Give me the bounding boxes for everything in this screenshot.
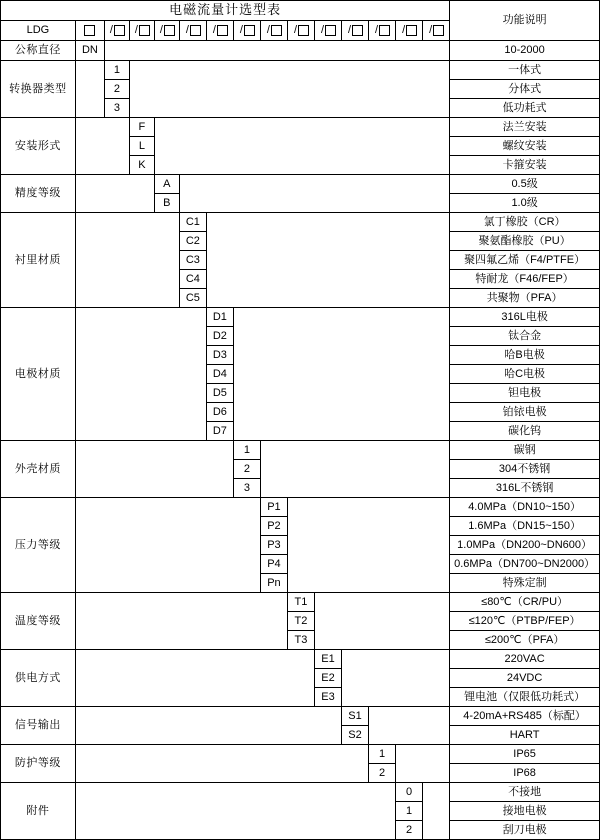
desc-electrode-4: 哈C电极 [450,365,600,384]
desc-protection-1: IP65 [450,745,600,764]
model-seg-9: / [314,21,341,41]
model-label: LDG [1,21,76,41]
spacer-cell [75,745,368,783]
model-seg-3: / [154,21,179,41]
row-temperature-1 [1,593,600,612]
spacer-cell [75,593,287,650]
model-seg-8: / [287,21,314,41]
row-power-1 [1,650,600,669]
desc-pressure-4: 0.6MPa（DN700~DN2000） [450,555,600,574]
code-converter-3: 3 [104,99,129,118]
code-converter-2: 2 [104,80,129,99]
checkbox-icon [325,25,336,36]
row-accessory-1 [1,783,600,802]
model-seg-5: / [206,21,233,41]
desc-power-1: 220VAC [450,650,600,669]
row-install-type-1 [1,118,600,137]
spacer-cell [75,213,179,308]
checkbox-icon [139,25,150,36]
desc-pressure-3: 1.0MPa（DN200~DN600） [450,536,600,555]
checkbox-icon [379,25,390,36]
row-label-pressure: 压力等级 [1,498,76,593]
spacer-cell [75,118,129,175]
desc-electrode-6: 铂铱电极 [450,403,600,422]
model-seg-11: / [369,21,396,41]
spacer-cell [75,498,260,593]
code-temperature-2: T2 [287,612,314,631]
code-liner-2: C2 [179,232,206,251]
desc-shell-2: 304不锈钢 [450,460,600,479]
model-seg-4: / [179,21,206,41]
spacer-cell [75,707,341,745]
spacer-cell [75,175,154,213]
code-temperature-1: T1 [287,593,314,612]
spacer-cell [423,783,450,840]
spacer-cell [260,441,449,498]
row-label-accessory: 附件 [1,783,76,840]
desc-signal-1: 4-20mA+RS485（标配） [450,707,600,726]
desc-install-1: 法兰安装 [450,118,600,137]
spacer-cell [75,308,206,441]
model-seg-1: / [104,21,129,41]
row-accuracy-1 [1,175,600,194]
row-protection-1 [1,745,600,764]
spacer-cell [287,498,449,593]
desc-liner-1: 氯丁橡胶（CR） [450,213,600,232]
row-label-protection: 防护等级 [1,745,76,783]
desc-electrode-2: 钛合金 [450,327,600,346]
code-liner-5: C5 [179,289,206,308]
spacer-cell [369,707,450,745]
function-description-header: 功能说明 [450,1,600,41]
code-electrode-1: D1 [206,308,233,327]
code-electrode-2: D2 [206,327,233,346]
code-accessory-2: 1 [396,802,423,821]
spacer-cell [75,61,104,118]
code-pressure-3: P3 [260,536,287,555]
row-converter-type-1 [1,61,600,80]
desc-accessory-2: 接地电极 [450,802,600,821]
desc-accessory-3: 刮刀电极 [450,821,600,840]
spacer-cell [104,41,449,61]
code-shell-3: 3 [233,479,260,498]
desc-accessory-1: 不接地 [450,783,600,802]
row-label-liner: 衬里材质 [1,213,76,308]
checkbox-icon [271,25,282,36]
model-seg-2: / [129,21,154,41]
code-electrode-6: D6 [206,403,233,422]
desc-electrode-7: 碳化钨 [450,422,600,441]
checkbox-icon [114,25,125,36]
code-electrode-7: D7 [206,422,233,441]
model-seg-12: / [396,21,423,41]
desc-pressure-5: 特殊定制 [450,574,600,593]
model-seg-13: / [423,21,450,41]
spacer-cell [314,593,449,650]
code-converter-1: 1 [104,61,129,80]
checkbox-icon [406,25,417,36]
code-power-1: E1 [314,650,341,669]
desc-liner-4: 特耐龙（F46/FEP） [450,270,600,289]
spacer-cell [396,745,450,783]
spacer-cell [129,61,449,118]
desc-converter-1: 一体式 [450,61,600,80]
model-seg-7: / [260,21,287,41]
desc-shell-1: 碳钢 [450,441,600,460]
desc-signal-2: HART [450,726,600,745]
spacer-cell [342,650,450,707]
desc-temperature-2: ≤120℃（PTBP/FEP） [450,612,600,631]
code-temperature-3: T3 [287,631,314,650]
code-signal-1: S1 [342,707,369,726]
desc-converter-3: 低功耗式 [450,99,600,118]
code-liner-1: C1 [179,213,206,232]
code-pressure-4: P4 [260,555,287,574]
model-first-box [75,21,104,41]
spacer-cell [75,650,314,707]
desc-pressure-2: 1.6MPa（DN15~150） [450,517,600,536]
row-liner-1 [1,213,600,232]
desc-electrode-1: 316L电极 [450,308,600,327]
checkbox-icon [217,25,228,36]
row-electrode-1 [1,308,600,327]
title-row [1,1,600,21]
desc-converter-2: 分体式 [450,80,600,99]
code-dn: DN [75,41,104,61]
checkbox-icon [164,25,175,36]
code-shell-2: 2 [233,460,260,479]
desc-protection-2: IP68 [450,764,600,783]
checkbox-icon [298,25,309,36]
code-pressure-5: Pn [260,574,287,593]
row-label-electrode: 电极材质 [1,308,76,441]
desc-shell-3: 316L不锈钢 [450,479,600,498]
desc-electrode-3: 哈B电极 [450,346,600,365]
row-pressure-1 [1,498,600,517]
desc-accuracy-2: 1.0级 [450,194,600,213]
desc-temperature-1: ≤80℃（CR/PU） [450,593,600,612]
row-label-converter-type: 转换器类型 [1,61,76,118]
desc-liner-3: 聚四氟乙烯（F4/PTFE） [450,251,600,270]
spacer-cell [154,118,449,175]
row-label-nominal-diameter: 公称直径 [1,41,76,61]
spacer-cell [233,308,449,441]
code-install-1: F [129,118,154,137]
checkbox-icon [84,25,95,36]
desc-temperature-3: ≤200℃（PFA） [450,631,600,650]
desc-electrode-5: 钽电极 [450,384,600,403]
code-electrode-3: D3 [206,346,233,365]
code-accessory-3: 2 [396,821,423,840]
model-seg-10: / [342,21,369,41]
model-seg-6: / [233,21,260,41]
code-pressure-1: P1 [260,498,287,517]
row-shell-1 [1,441,600,460]
code-electrode-4: D4 [206,365,233,384]
code-install-2: L [129,137,154,156]
spacer-cell [75,783,395,840]
code-electrode-5: D5 [206,384,233,403]
code-pressure-2: P2 [260,517,287,536]
spacer-cell [75,441,233,498]
row-signal-1 [1,707,600,726]
desc-accuracy-1: 0.5级 [450,175,600,194]
row-nominal-diameter [1,41,600,61]
desc-install-3: 卡箍安装 [450,156,600,175]
code-signal-2: S2 [342,726,369,745]
row-label-signal: 信号输出 [1,707,76,745]
row-label-accuracy: 精度等级 [1,175,76,213]
code-liner-3: C3 [179,251,206,270]
desc-install-2: 螺纹安装 [450,137,600,156]
code-power-2: E2 [314,669,341,688]
code-accuracy-2: B [154,194,179,213]
code-accessory-1: 0 [396,783,423,802]
page-title: 电磁流量计选型表 [169,2,282,18]
checkbox-icon [190,25,201,36]
checkbox-icon [433,25,444,36]
code-protection-2: 2 [369,764,396,783]
row-label-install-type: 安装形式 [1,118,76,175]
desc-nominal-diameter: 10-2000 [450,41,600,61]
code-shell-1: 1 [233,441,260,460]
checkbox-icon [244,25,255,36]
desc-power-3: 锂电池（仅限低功耗式） [450,688,600,707]
code-accuracy-1: A [154,175,179,194]
row-label-shell: 外壳材质 [1,441,76,498]
code-install-3: K [129,156,154,175]
desc-liner-5: 共聚物（PFA） [450,289,600,308]
code-power-3: E3 [314,688,341,707]
desc-pressure-1: 4.0MPa（DN10~150） [450,498,600,517]
row-label-power: 供电方式 [1,650,76,707]
spacer-cell [206,213,449,308]
desc-liner-2: 聚氨酯橡胶（PU） [450,232,600,251]
spacer-cell [179,175,449,213]
code-protection-1: 1 [369,745,396,764]
checkbox-icon [352,25,363,36]
row-label-temperature: 温度等级 [1,593,76,650]
desc-power-2: 24VDC [450,669,600,688]
code-liner-4: C4 [179,270,206,289]
